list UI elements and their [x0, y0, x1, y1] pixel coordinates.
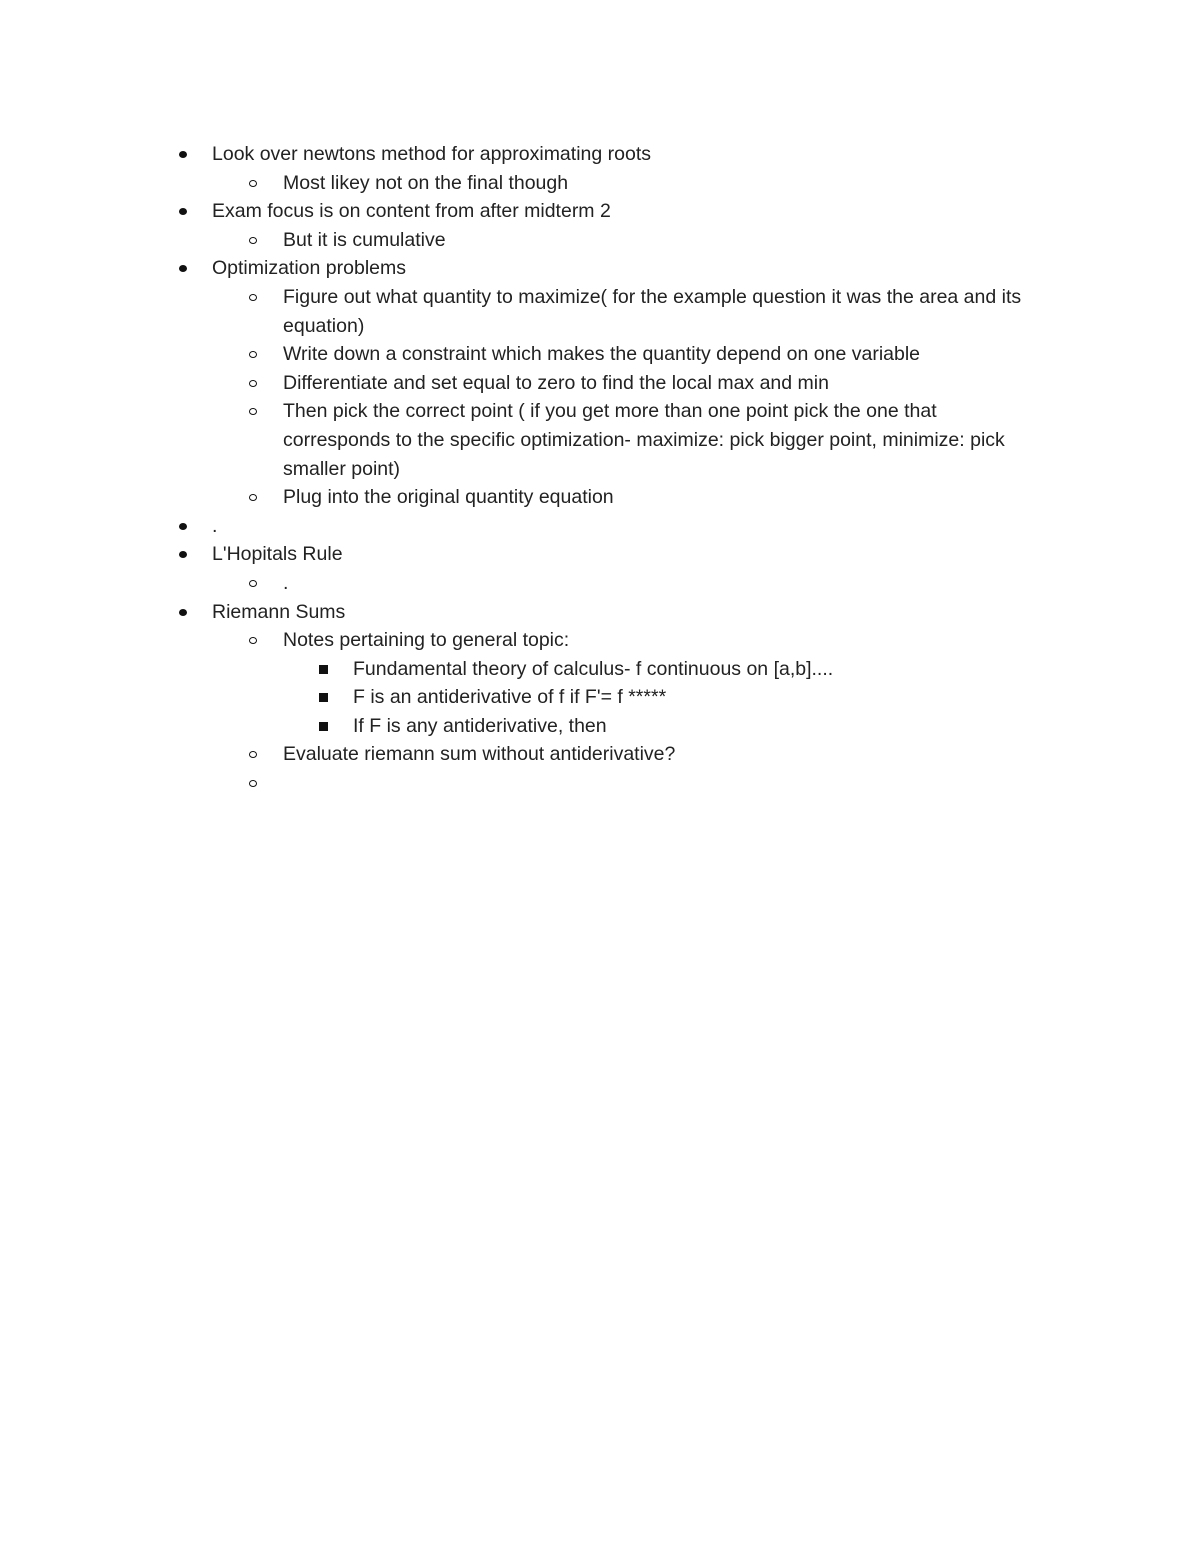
list-item — [353, 683, 1113, 712]
disc-bullet-icon — [179, 551, 187, 558]
list-item-text — [283, 769, 1043, 798]
list-item — [283, 626, 1043, 655]
disc-bullet-icon — [179, 609, 187, 616]
disc-bullet-icon — [179, 265, 187, 272]
hollow-circle-bullet-icon — [249, 751, 257, 758]
list-item — [283, 740, 1043, 769]
list-item-text: . — [283, 571, 289, 594]
list-item-text: . — [212, 514, 218, 537]
square-bullet-icon — [319, 665, 328, 674]
list-item — [283, 340, 1043, 369]
square-bullet-icon — [319, 722, 328, 731]
list-item-text: Most likey not on the final though — [283, 171, 569, 194]
list-item — [353, 712, 1113, 741]
list-item — [283, 769, 1043, 798]
hollow-circle-bullet-icon — [249, 408, 257, 415]
list-item-text: Evaluate riemann sum without antiderivative? — [283, 743, 676, 766]
list-item — [283, 483, 1043, 512]
list-item — [283, 283, 1043, 340]
list-item-text: Figure out what quantity to maximize( for the example question it was the area and its equation) — [283, 285, 1022, 337]
list-item-text: But it is cumulative — [283, 228, 446, 251]
hollow-circle-bullet-icon — [249, 380, 257, 387]
disc-bullet-icon — [179, 208, 187, 215]
list-item-text: Riemann Sums — [212, 600, 346, 623]
list-item-text: Optimization problems — [212, 257, 406, 280]
list-item-text: F is an antiderivative of f if F'= f ***** — [353, 686, 667, 709]
list-item — [283, 369, 1043, 398]
hollow-circle-bullet-icon — [249, 237, 257, 244]
square-bullet-icon — [319, 693, 328, 702]
hollow-circle-bullet-icon — [249, 637, 257, 644]
notes-list — [0, 140, 1200, 798]
list-item-text: Plug into the original quantity equation — [283, 486, 614, 509]
list-item-text: Fundamental theory of calculus- f continuous on [a,b].... — [353, 657, 834, 680]
list-item-text: Notes pertaining to general topic: — [283, 629, 570, 652]
hollow-circle-bullet-icon — [249, 180, 257, 187]
list-item — [212, 598, 972, 627]
list-item — [212, 254, 972, 283]
list-item-text: Write down a constraint which makes the quantity depend on one variable — [283, 343, 921, 366]
list-item-text: L'Hopitals Rule — [212, 543, 343, 566]
list-item-text: Look over newtons method for approximating roots — [212, 143, 651, 165]
list-item — [212, 197, 972, 226]
hollow-circle-bullet-icon — [249, 351, 257, 358]
list-item-text: Differentiate and set equal to zero to find the local max and min — [283, 371, 829, 394]
disc-bullet-icon — [179, 151, 187, 158]
hollow-circle-bullet-icon — [249, 494, 257, 501]
list-item — [212, 540, 972, 569]
list-item — [283, 169, 1043, 198]
list-item — [283, 397, 1043, 483]
hollow-circle-bullet-icon — [249, 780, 257, 787]
list-item-text: If F is any antiderivative, then — [353, 714, 607, 737]
list-item — [353, 655, 1113, 684]
list-item-text: Exam focus is on content from after midterm 2 — [212, 200, 611, 223]
hollow-circle-bullet-icon — [249, 294, 257, 301]
list-item — [212, 140, 972, 169]
list-item-text: Then pick the correct point ( if you get more than one point pick the one that corresponds to the specific optimization- maximize: pick bigger point, minimize: pick smaller point) — [283, 400, 1005, 480]
list-item — [212, 512, 972, 541]
disc-bullet-icon — [179, 523, 187, 530]
list-item — [283, 569, 1043, 598]
list-item — [283, 226, 1043, 255]
hollow-circle-bullet-icon — [249, 580, 257, 587]
